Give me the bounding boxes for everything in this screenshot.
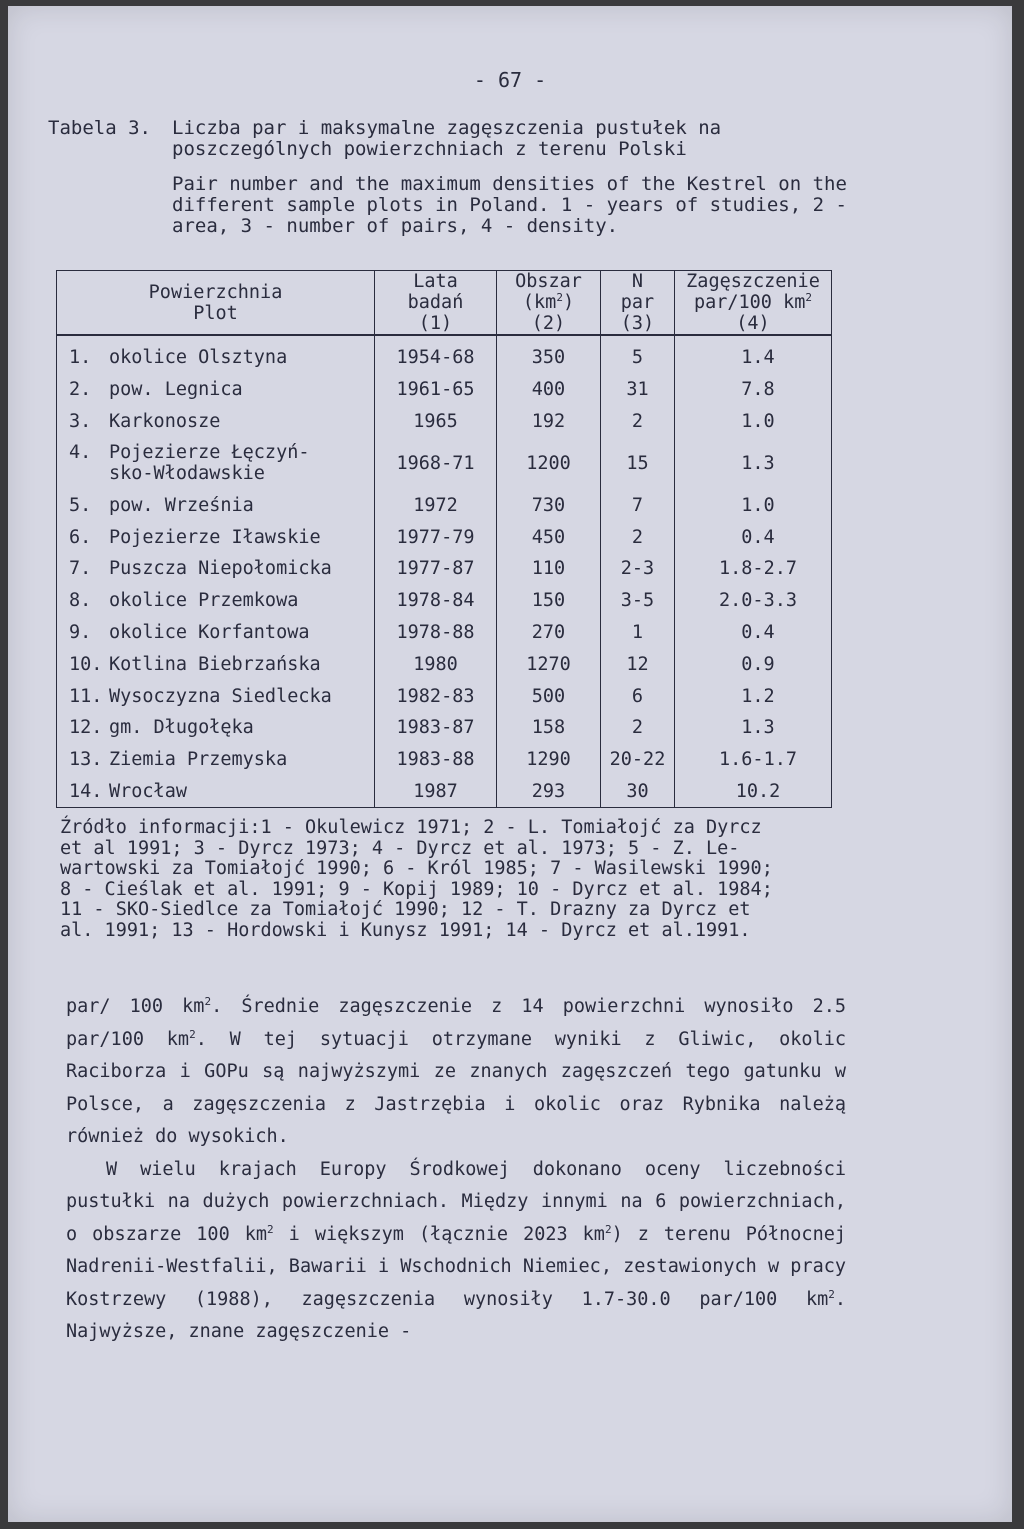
text-run: ) z terenu Północnej Nadrenii-Westfalii, Bawarii i Wschodnich Niemiec, zestawionych w pracy Kostrzewy (1988), zagęszczenia wynosiły 1.7-30.0 par/100 km — [66, 1223, 846, 1310]
cell-pairs: 3-5 — [601, 585, 675, 617]
page-number: - 67 - — [473, 68, 547, 92]
table-title-polish: Liczba par i maksymalne zagęszczenia pustułek na poszczególnych powierzchniach z terenu Polski — [172, 117, 722, 160]
cell-years: 1968-71 — [375, 437, 497, 489]
plot-name: Pojezierze Łęczyń- — [109, 442, 310, 464]
plot-name: Kotlina Biebrzańska — [109, 653, 321, 675]
cell-area: 150 — [497, 585, 601, 617]
cell-plot — [57, 374, 375, 406]
cell-plot — [57, 437, 375, 489]
header-years-num: (1) — [418, 313, 453, 334]
text-run: . W tej sytuacji otrzymane wyniki z Gliwic, okolic Raciborza i GOPu są najwyższymi ze znanych zagęszczeń tego gatunku w Polsce, a zagęszczenia z Jastrzębia i okolic oraz Rybnika należą również do wysokich. — [66, 1028, 846, 1147]
plot-name: Puszcza Niepołomicka — [109, 558, 332, 580]
cell-plot — [57, 617, 375, 649]
cell-years: 1965 — [375, 406, 497, 438]
header-area-label: Obszar — [515, 271, 582, 292]
cell-plot — [57, 712, 375, 744]
cell-years: 1987 — [375, 776, 497, 808]
row-index: 2. — [69, 379, 92, 401]
cell-density: 1.2 — [675, 680, 832, 712]
cell-area: 158 — [497, 712, 601, 744]
cell-area: 270 — [497, 617, 601, 649]
text-run: W wielu krajach Europy Środkowej dokonano oceny liczebności pustułki na dużych powierzchniach. Między innymi na 6 powierzchniach, o obszarze 100 km — [66, 1158, 846, 1245]
superscript: 2 — [189, 1027, 196, 1041]
cell-area: 350 — [497, 335, 601, 374]
cell-plot — [57, 776, 375, 808]
cell-area: 192 — [497, 406, 601, 438]
cell-years: 1977-87 — [375, 553, 497, 585]
table-title-english: Pair number and the maximum densities of the Kestrel on the different sample plots in Poland. 1 - years of studies, 2 - area, 3 - number of pairs, 4 - density. — [172, 173, 847, 237]
header-area-num: (2) — [531, 313, 566, 334]
header-area-unit-text: (km — [522, 292, 557, 313]
cell-plot — [57, 648, 375, 680]
cell-area: 1200 — [497, 437, 601, 489]
header-plot-en: Plot — [193, 302, 238, 324]
document-page — [8, 6, 1012, 1522]
row-index: 13. — [69, 749, 103, 771]
header-density-label: Zagęszczenie — [686, 271, 820, 292]
cell-years: 1978-88 — [375, 617, 497, 649]
cell-pairs: 1 — [601, 617, 675, 649]
cell-years: 1977-79 — [375, 521, 497, 553]
table-sources — [60, 818, 860, 941]
row-index: 10. — [69, 653, 103, 675]
plot-name: Karkonosze — [109, 410, 221, 432]
cell-years: 1983-88 — [375, 744, 497, 776]
cell-pairs: 30 — [601, 776, 675, 808]
superscript: 2 — [604, 1222, 612, 1236]
row-index: 7. — [69, 558, 92, 580]
cell-area: 1290 — [497, 744, 601, 776]
cell-density: 2.0-3.3 — [675, 585, 832, 617]
cell-years: 1983-87 — [375, 712, 497, 744]
header-area-unit-sup: 2 — [556, 290, 563, 304]
cell-area: 500 — [497, 680, 601, 712]
plot-name: okolice Przemkowa — [109, 590, 299, 612]
text-run: . Najwyższe, znane zagęszczenie - — [66, 1288, 846, 1342]
superscript: 2 — [828, 1287, 835, 1301]
source-line: al. 1991; 13 - Hordowski i Kunysz 1991; 14 - Dyrcz et al.1991. — [60, 919, 751, 941]
table-row — [57, 374, 832, 406]
table-row — [57, 553, 832, 585]
cell-years: 1961-65 — [375, 374, 497, 406]
source-line: et al 1991; 3 - Dyrcz 1973; 4 - Dyrcz et al. 1973; 5 - Z. Le- — [60, 837, 740, 859]
row-index: 14. — [69, 780, 103, 802]
cell-pairs: 2-3 — [601, 553, 675, 585]
header-plot-pl: Powierzchnia — [148, 281, 283, 303]
header-pairs-label: N — [631, 271, 644, 292]
cell-area: 293 — [497, 776, 601, 808]
row-index: 6. — [69, 526, 92, 548]
cell-area: 730 — [497, 489, 601, 521]
cell-pairs: 5 — [601, 335, 675, 374]
cell-density: 1.0 — [675, 489, 832, 521]
header-area-unit-close: ) — [562, 292, 575, 313]
text-run: . Średnie zagęszczenie z 14 powierzchni wynosiło 2.5 par/100 km — [66, 996, 846, 1050]
source-line: Źródło informacji:1 - Okulewicz 1971; 2 - L. Tomiałojć za Dyrcz — [60, 817, 762, 838]
cell-density: 10.2 — [675, 776, 832, 808]
plot-name: okolice Olsztyna — [109, 347, 288, 369]
row-index: 3. — [69, 410, 92, 432]
row-index: 8. — [69, 590, 92, 612]
plot-name: Ziemia Przemyska — [109, 749, 288, 771]
plot-name: Wrocław — [109, 780, 187, 802]
row-index: 12. — [69, 717, 103, 739]
cell-density: 1.4 — [675, 335, 832, 374]
plot-name: gm. Długołęka — [109, 717, 254, 739]
table-row — [57, 437, 832, 489]
row-index: 1. — [69, 347, 92, 369]
cell-area: 450 — [497, 521, 601, 553]
table-row — [57, 585, 832, 617]
plot-name: Pojezierze Iławskie — [109, 526, 321, 548]
cell-area: 110 — [497, 553, 601, 585]
plot-name: pow. Legnica — [109, 379, 243, 401]
table-row — [57, 406, 832, 438]
source-line: wartowski za Tomiałojć 1990; 6 - Król 1985; 7 - Wasilewski 1990; — [60, 858, 773, 879]
table-row — [57, 521, 832, 553]
cell-years: 1954-68 — [375, 335, 497, 374]
header-density-unit-text: par/100 km — [693, 292, 806, 313]
header-area — [497, 271, 601, 336]
superscript: 2 — [204, 994, 212, 1008]
cell-density: 0.4 — [675, 521, 832, 553]
row-index: 11. — [69, 685, 103, 707]
paragraph — [66, 1154, 846, 1349]
header-years-label: Lata — [413, 271, 458, 292]
cell-pairs: 6 — [601, 680, 675, 712]
header-density — [675, 271, 832, 336]
cell-pairs: 2 — [601, 521, 675, 553]
cell-years: 1980 — [375, 648, 497, 680]
cell-pairs: 2 — [601, 712, 675, 744]
header-density-unit — [675, 292, 831, 313]
plot-name-continued: sko-Włodawskie — [109, 463, 265, 485]
header-years-sub: badań — [407, 292, 464, 313]
cell-pairs: 15 — [601, 437, 675, 489]
table-row — [57, 776, 832, 808]
header-years — [375, 271, 497, 336]
cell-density: 0.9 — [675, 648, 832, 680]
table-row — [57, 744, 832, 776]
cell-plot — [57, 680, 375, 712]
table-row — [57, 489, 832, 521]
cell-pairs: 7 — [601, 489, 675, 521]
cell-density: 7.8 — [675, 374, 832, 406]
table-header-row — [57, 271, 832, 336]
cell-pairs: 2 — [601, 406, 675, 438]
cell-plot — [57, 585, 375, 617]
plot-name: okolice Korfantowa — [109, 621, 310, 643]
cell-years: 1972 — [375, 489, 497, 521]
cell-density: 0.4 — [675, 617, 832, 649]
source-line: 11 - SKO-Siedlce za Tomiałojć 1990; 12 - T. Drazny za Dyrcz et — [60, 899, 751, 920]
source-line: 8 - Cieślak et al. 1991; 9 - Kopij 1989; 10 - Dyrcz et al. 1984; — [60, 878, 773, 900]
cell-plot — [57, 406, 375, 438]
paragraph — [66, 991, 846, 1154]
table-row — [57, 680, 832, 712]
text-run: par/ 100 km — [66, 996, 205, 1017]
table-row — [57, 648, 832, 680]
header-density-num: (4) — [736, 313, 770, 334]
cell-density: 1.6-1.7 — [675, 744, 832, 776]
body-text — [66, 991, 846, 1349]
cell-area: 1270 — [497, 648, 601, 680]
cell-plot — [57, 553, 375, 585]
table-row — [57, 712, 832, 744]
cell-years: 1982-83 — [375, 680, 497, 712]
cell-plot — [57, 489, 375, 521]
cell-density: 1.3 — [675, 712, 832, 744]
plot-name: pow. Września — [109, 494, 254, 516]
plot-name: Wysoczyzna Siedlecka — [109, 685, 332, 707]
cell-pairs: 20-22 — [601, 744, 675, 776]
cell-density: 1.3 — [675, 437, 832, 489]
kestrel-density-table — [56, 270, 832, 808]
row-index: 9. — [69, 621, 92, 643]
header-pairs-num: (3) — [620, 313, 655, 334]
cell-pairs: 31 — [601, 374, 675, 406]
cell-density: 1.8-2.7 — [675, 553, 832, 585]
cell-density: 1.0 — [675, 406, 832, 438]
header-area-unit — [497, 292, 600, 313]
table-row — [57, 335, 832, 374]
header-density-unit-sup: 2 — [805, 290, 812, 304]
superscript: 2 — [267, 1222, 274, 1236]
plot-name-multiline — [109, 442, 309, 484]
cell-area: 400 — [497, 374, 601, 406]
cell-pairs: 12 — [601, 648, 675, 680]
text-run: i większym (łącznie 2023 km — [273, 1223, 605, 1245]
cell-plot — [57, 744, 375, 776]
header-pairs-sub: par — [620, 292, 655, 313]
header-plot — [57, 271, 375, 336]
cell-years: 1978-84 — [375, 585, 497, 617]
cell-plot — [57, 521, 375, 553]
cell-plot — [57, 335, 375, 374]
table-label: Tabela 3. — [48, 117, 151, 139]
row-index: 4. — [69, 442, 92, 464]
row-index: 5. — [69, 494, 92, 516]
header-pairs — [601, 271, 675, 336]
table-row — [57, 617, 832, 649]
